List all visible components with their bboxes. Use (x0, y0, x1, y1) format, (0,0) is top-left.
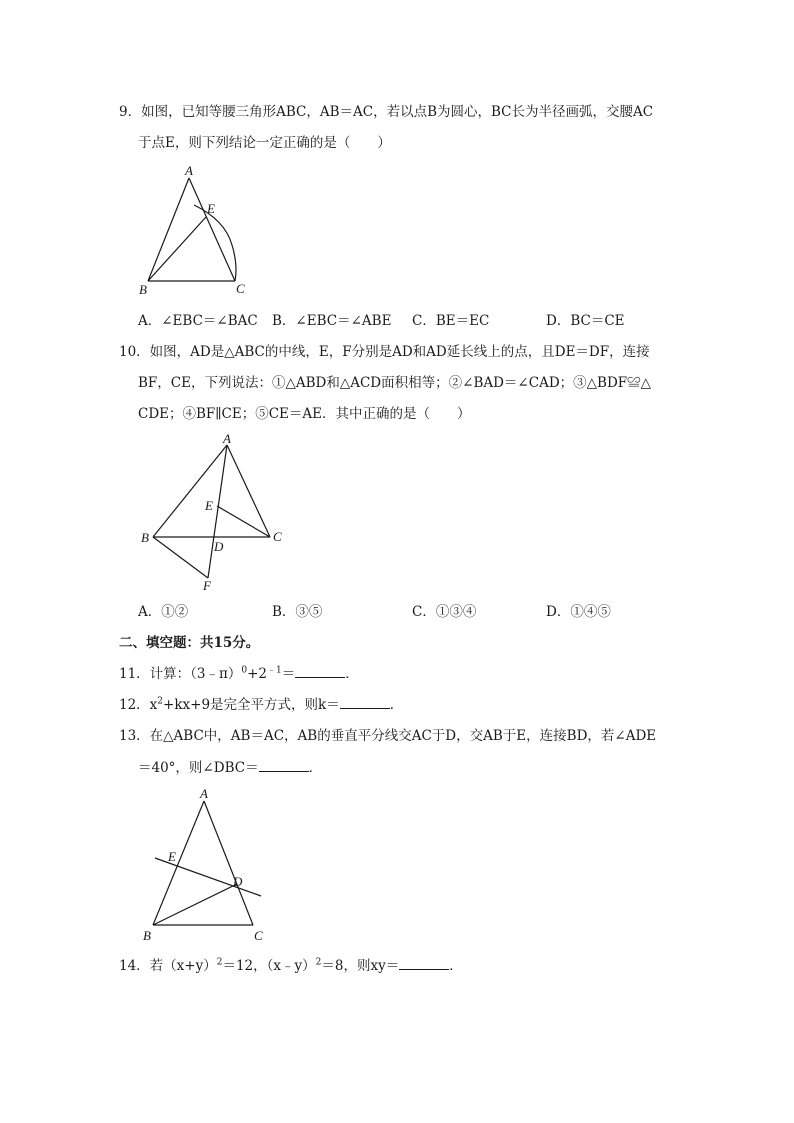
q10-figure (135, 430, 295, 595)
q13-answer-blank[interactable] (259, 759, 309, 772)
q11-prefix: 11．计算：（3﹣π） (119, 666, 242, 682)
q10-option-b: B．③⑤ (272, 604, 323, 620)
q10-text-line3: CDE；④BF∥CE；⑤CE＝AE．其中正确的是（ ） (138, 406, 471, 422)
q13-text-line1: 13．在△ABC中，AB＝AC，AB的垂直平分线交AC于D，交AB于E，连接BD，若∠ADE (119, 728, 657, 744)
q9-option-b: B．∠EBC＝∠ABE (272, 313, 392, 329)
q10-side-ac (227, 445, 270, 537)
q9-figure (130, 160, 260, 300)
q9-side-ac (189, 178, 235, 281)
q9-label-c: C (236, 281, 245, 296)
q10-label-e: E (205, 498, 213, 513)
q13-label-e: E (168, 849, 176, 864)
q13-label-b: B (143, 928, 151, 943)
q9-text-line2: 于点E，则下列结论一定正确的是（ ） (138, 135, 391, 151)
q9-label-a: A (185, 163, 193, 178)
q9-option-c: C．BE＝EC (412, 313, 490, 329)
q13-side-ac (204, 801, 253, 925)
q11-end: ． (345, 666, 359, 682)
q10-option-c: C．①③④ (412, 604, 477, 620)
q11-equals: ＝ (281, 666, 296, 682)
q11-mid: +2 (247, 666, 268, 682)
q13-line2-text: ＝40°，则∠DBC＝ (138, 760, 259, 776)
q9-option-a: A．∠EBC＝∠BAC (138, 313, 258, 329)
q10-segment-bf (153, 537, 208, 578)
q10-label-f: F (203, 578, 211, 593)
q12-end: ． (389, 697, 404, 713)
q13-figure (135, 783, 275, 948)
q10-label-d: D (214, 539, 224, 554)
q9-label-e: E (207, 201, 215, 216)
q10-label-b: B (141, 530, 149, 545)
q13-end: ． (308, 760, 323, 776)
q14-exponent-2: 2 (315, 957, 322, 968)
q13-label-d: D (233, 874, 243, 889)
q13-label-c: C (254, 928, 263, 943)
q12-prefix: 12．x (119, 697, 158, 713)
q10-label-c: C (273, 529, 282, 544)
q14-end: ． (449, 958, 463, 974)
q13-label-a: A (200, 786, 208, 801)
q13-side-ab (153, 801, 204, 925)
q12-exponent: 2 (157, 696, 164, 707)
q12-answer-blank[interactable] (340, 696, 390, 709)
q11-exponent-1: 0 (241, 665, 248, 676)
q9-label-b: B (139, 282, 147, 297)
q11-exponent-2: ﹣1 (267, 665, 282, 676)
q11-answer-blank[interactable] (295, 665, 345, 678)
q13-text-line2 (138, 759, 322, 777)
q9-text-line1: 9．如图，已知等腰三角形ABC，AB＝AC，若以点B为圆心，BC长为半径画弧，交腰AC (119, 104, 654, 120)
q13-segment-bd (153, 884, 237, 925)
q12-text (119, 696, 403, 714)
section-heading-fill-in: 二、填空题：共15分。 (119, 635, 260, 651)
q12-rest: +kx+9是完全平方式，则k＝ (163, 697, 340, 713)
q10-label-a: A (223, 431, 231, 446)
q14-answer-blank[interactable] (399, 957, 449, 970)
q10-text-line1: 10．如图，AD是△ABC的中线，E，F分别是AD和AD延长线上的点，且DE＝DF，连接 (119, 344, 650, 360)
q10-option-d: D．①④⑤ (546, 604, 611, 620)
q9-side-ab (148, 178, 189, 281)
q14-rest: ＝8，则xy＝ (321, 958, 400, 974)
q14-prefix: 14．若（x+y） (119, 958, 217, 974)
q14-exponent-1: 2 (216, 957, 223, 968)
q14-text (119, 957, 463, 975)
q11-text (119, 665, 359, 683)
q14-mid: ＝12，（x﹣y） (222, 958, 316, 974)
q10-text-line2: BF，CE，下列说法：①△ABD和△ACD面积相等；②∠BAD＝∠CAD；③△BDF≌△ (138, 375, 652, 391)
q10-option-a: A．①② (138, 604, 189, 620)
q10-segment-ec (217, 506, 270, 537)
q9-segment-be (148, 217, 206, 281)
q9-option-d: D．BC＝CE (546, 313, 625, 329)
